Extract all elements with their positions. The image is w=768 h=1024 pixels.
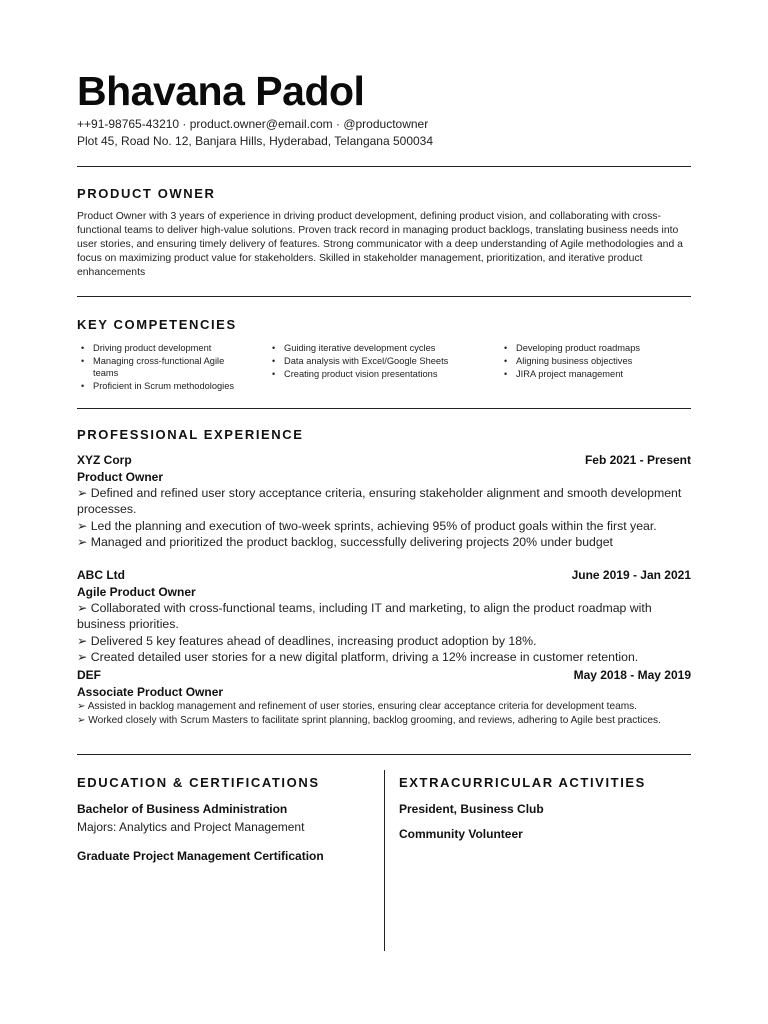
competency-item: • Data analysis with Excel/Google Sheets [268, 355, 488, 367]
job-bullets [77, 600, 691, 666]
address-line: Plot 45, Road No. 12, Banjara Hills, Hyderabad, Telangana 500034 [77, 134, 434, 148]
competency-column-3 [500, 342, 691, 381]
job-bullets [77, 485, 691, 551]
section-title-extracurricular: EXTRACURRICULAR ACTIVITIES [399, 775, 646, 790]
divider [77, 754, 691, 755]
summary-text: Product Owner with 3 years of experience in driving product development, defining product vision, and collaborating with cross-functional teams to deliver high-value solutions. Proven track record in managing product backlogs, translating business needs into user stories, and ensuring timely delivery of features. Strong communicator with a deep understanding of Agile methodologies and a focus on maximizing product value for stakeholders. Skilled in stakeholder management, prioritization, and iterative product enhancements [77, 211, 683, 278]
competency-item: • Driving product development [77, 342, 249, 354]
divider [77, 408, 691, 409]
job-dates: May 2018 - May 2019 [573, 668, 691, 682]
job-bullet: ➢ Led the planning and execution of two-week sprints, achieving 95% of product goals within the first year. [77, 518, 657, 533]
job-dates: June 2019 - Jan 2021 [571, 568, 691, 582]
competency-item: • Managing cross-functional Agile teams [77, 355, 249, 379]
job-bullets [77, 700, 691, 728]
contact-block [77, 116, 433, 150]
job-bullet: ➢ Managed and prioritized the product backlog, successfully delivering projects 20% under budget [77, 535, 613, 550]
job-company: XYZ Corp [77, 453, 132, 467]
job-entry [77, 567, 691, 666]
job-bullet: ➢ Created detailed user stories for a new digital platform, driving a 12% increase in customer retention. [77, 650, 639, 665]
divider [77, 296, 691, 297]
job-bullet: ➢ Defined and refined user story acceptance criteria, ensuring stakeholder alignment and smooth development processes. [77, 486, 682, 517]
competency-item: • Guiding iterative development cycles [268, 342, 488, 354]
competency-item: • Aligning business objectives [500, 355, 691, 367]
job-company: ABC Ltd [77, 568, 125, 582]
competency-item: • Proficient in Scrum methodologies [77, 380, 249, 392]
job-role: Associate Product Owner [77, 685, 224, 699]
job-bullet: ➢ Worked closely with Scrum Masters to facilitate sprint planning, backlog grooming, and reviews, adhering to Agile best practices. [77, 715, 661, 726]
contact-line: ++91-98765-43210 · product.owner@email.com · @productowner [77, 117, 429, 131]
section-title-competencies: KEY COMPETENCIES [77, 317, 237, 332]
job-entry [77, 452, 691, 551]
competency-column-2 [268, 342, 488, 381]
job-entry [77, 667, 691, 728]
competency-item: • Creating product vision presentations [268, 368, 488, 380]
competency-item: • JIRA project management [500, 368, 691, 380]
section-title-education: EDUCATION & CERTIFICATIONS [77, 775, 320, 790]
competency-item: • Developing product roadmaps [500, 342, 691, 354]
degree-majors: Majors: Analytics and Project Management [77, 820, 305, 834]
section-title-summary: PRODUCT OWNER [77, 186, 216, 201]
activity-item: Community Volunteer [399, 827, 523, 841]
job-bullet: ➢ Assisted in backlog management and refinement of user stories, ensuring clear acceptance criteria for development teams. [77, 701, 637, 712]
job-role: Agile Product Owner [77, 585, 196, 599]
section-title-experience: PROFESSIONAL EXPERIENCE [77, 427, 304, 442]
job-company: DEF [77, 668, 101, 682]
resume-page [77, 0, 691, 1024]
competency-column-1 [77, 342, 249, 393]
divider [77, 166, 691, 167]
candidate-name: Bhavana Padol [77, 68, 365, 114]
degree-title: Bachelor of Business Administration [77, 802, 288, 816]
activity-item: President, Business Club [399, 802, 544, 816]
certification-title: Graduate Project Management Certification [77, 849, 324, 863]
job-bullet: ➢ Collaborated with cross-functional teams, including IT and marketing, to align the product roadmap with business priorities. [77, 601, 652, 632]
job-bullet: ➢ Delivered 5 key features ahead of deadlines, increasing product adoption by 18%. [77, 633, 537, 648]
job-role: Product Owner [77, 470, 164, 484]
job-dates: Feb 2021 - Present [584, 453, 691, 467]
column-divider [384, 770, 385, 951]
